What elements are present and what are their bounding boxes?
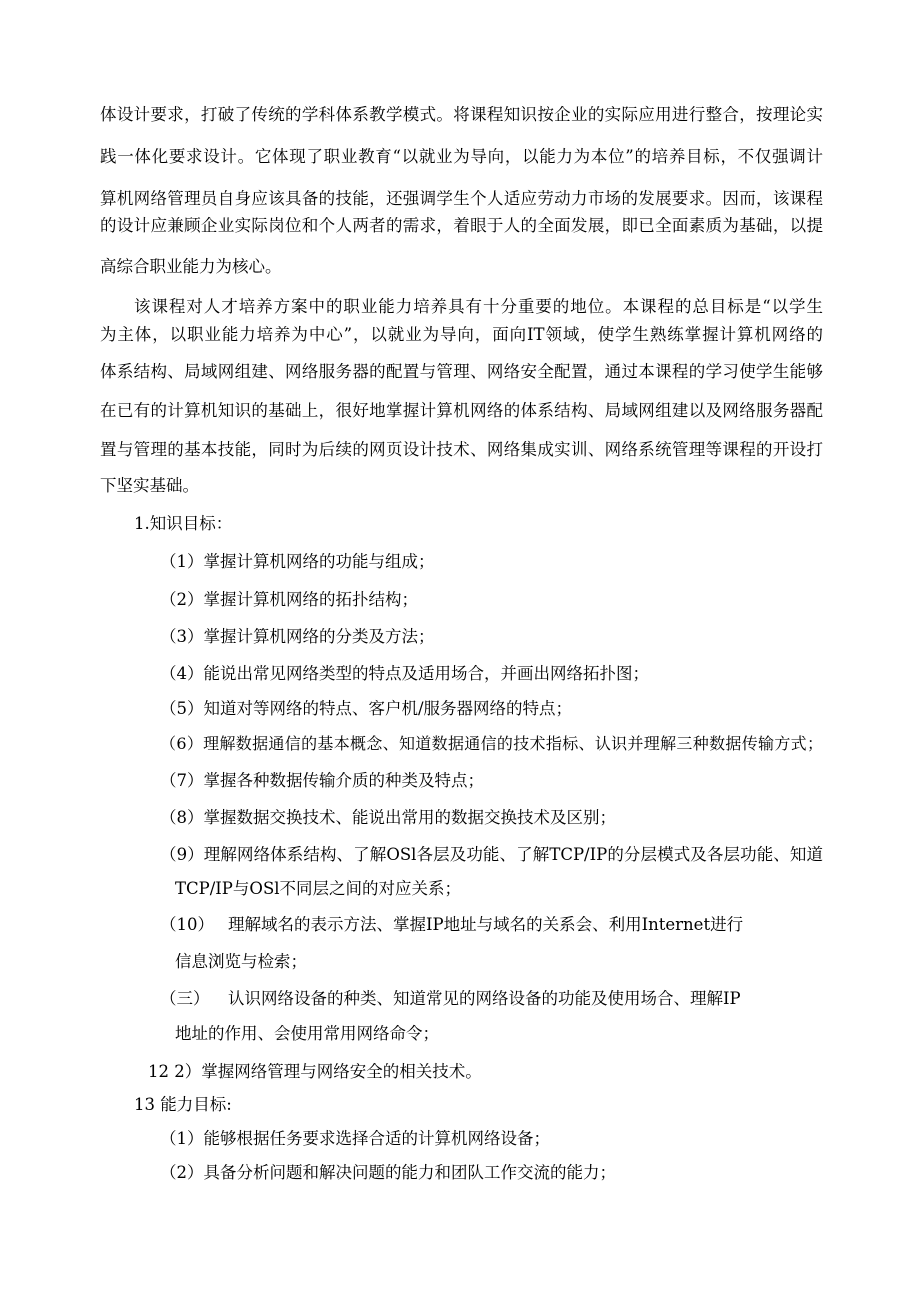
paragraph1-line: 体设计要求，打破了传统的学科体系教学模式。将课程知识按企业的实际应用进行整合，按理论实 [100,105,823,124]
paragraph2-line: 体系结构、局域网组建、网络服务器的配置与管理、网络安全配置，通过本课程的学习使学生能够 [100,362,823,381]
knowledge-item-continuation: 信息浏览与检索； [175,952,307,971]
paragraph1-line: 践一体化要求设计。它体现了职业教育“以就业为导向，以能力为本位”的培养目标，不仅强调计 [100,147,823,166]
knowledge-item: 12 2）掌握网络管理与网络安全的相关技术。 [148,1062,482,1081]
knowledge-item-number: （三） [160,989,210,1008]
knowledge-item-continuation: TCP/IP与OSl不同层之间的对应关系； [175,879,462,898]
knowledge-item-number: （10） [160,915,214,934]
paragraph2-line: 在已有的计算机知识的基础上，很好地掌握计算机网络的体系结构、局域网组建以及网络服务器配 [100,401,823,420]
knowledge-item: （6）理解数据通信的基本概念、知道数据通信的技术指标、认识并理解三种数据传输方式； [160,734,823,753]
ability-item: （1）能够根据任务要求选择合适的计算机网络设备； [160,1129,550,1148]
paragraph1-line: 高综合职业能力为核心。 [100,257,282,276]
knowledge-item: 理解域名的表示方法、掌握IP地址与域名的关系会、利用Internet进行 [228,915,744,934]
knowledge-item: （3）掌握计算机网络的分类及方法； [160,627,435,646]
knowledge-item: （9）理解网络体系结构、了解OSl各层及功能、了解TCP/IP的分层模式及各层功能、知道 [160,845,823,864]
knowledge-item: （4）能说出常见网络类型的特点及适用场合，并画出网络拓扑图； [160,664,649,683]
knowledge-item: 认识网络设备的种类、知道常见的网络设备的功能及使用场合、理解IP [228,989,741,1008]
knowledge-item: （7）掌握各种数据传输介质的种类及特点； [160,771,484,790]
paragraph1-line: 算机网络管理员自身应该具备的技能，还强调学生个人适应劳动力市场的发展要求。因而，该课程 [100,189,823,208]
knowledge-item-continuation: 地址的作用、会使用常用网络命令； [175,1024,439,1043]
knowledge-item: （2）掌握计算机网络的拓扑结构； [160,590,418,609]
knowledge-item: （5）知道对等网络的特点、客户机/服务器网络的特点； [160,699,573,718]
paragraph2-line: 该课程对人才培养方案中的职业能力培养具有十分重要的地位。本课程的总目标是“以学生 [134,297,823,316]
section-title-ability: 13 能力目标: [134,1095,232,1114]
knowledge-item: （1）掌握计算机网络的功能与组成； [160,552,435,571]
paragraph2-line: 置与管理的基本技能，同时为后续的网页设计技术、网络集成实训、网络系统管理等课程的开设打 [100,440,823,459]
paragraph2-line: 下坚实基础。 [100,476,199,495]
ability-item: （2）具备分析问题和解决问题的能力和团队工作交流的能力； [160,1163,616,1182]
paragraph2-line: 为主体，以职业能力培养为中心”，以就业为导向，面向IT领域，使学生熟练掌握计算机网络的 [100,325,823,344]
paragraph1-line: 的设计应兼顾企业实际岗位和个人两者的需求，着眼于人的全面发展，即已全面素质为基础，以提 [100,216,823,235]
knowledge-item: （8）掌握数据交换技术、能说出常用的数据交换技术及区别； [160,808,616,827]
section-title-knowledge: 1.知识目标： [134,514,233,533]
